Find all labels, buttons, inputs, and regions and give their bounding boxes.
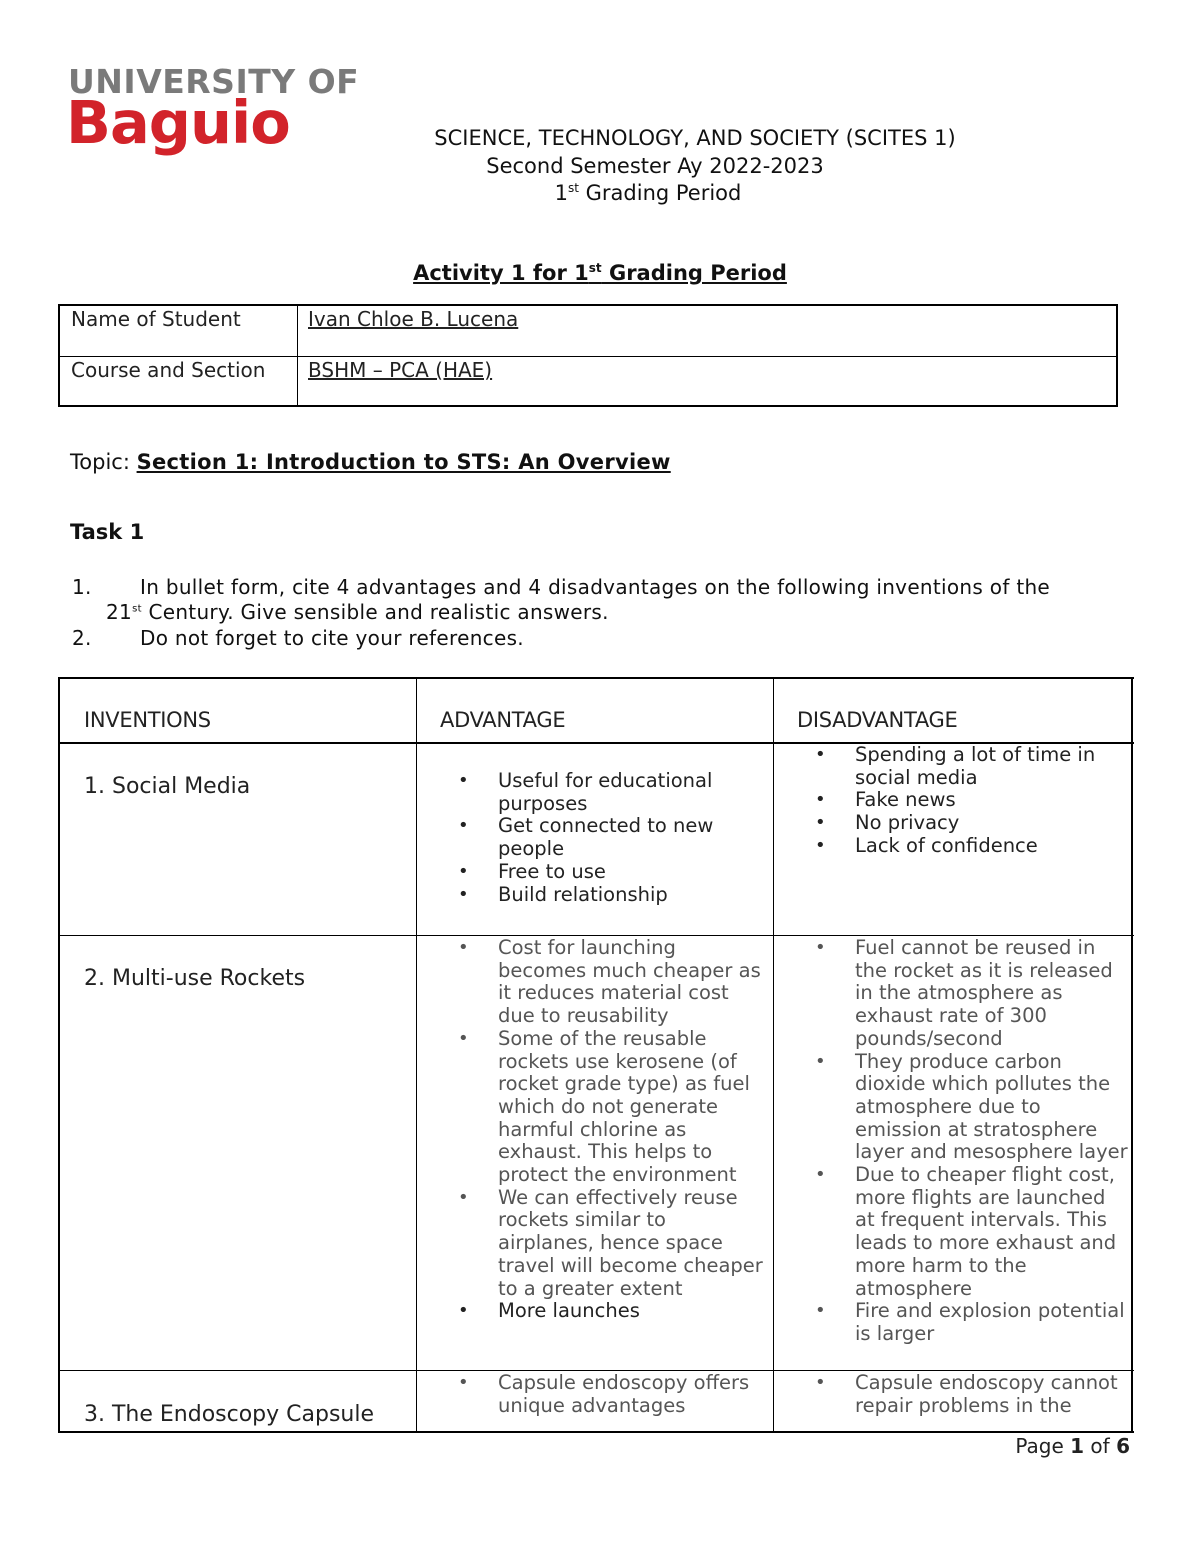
info-column-divider xyxy=(297,306,298,405)
task-heading: Task 1 xyxy=(70,520,145,544)
header-advantage: ADVANTAGE xyxy=(440,708,566,732)
list-item: • No privacy xyxy=(773,812,1103,835)
list-item: • Cost for launching becomes much cheaper as it reduces material cost due to reusability xyxy=(416,937,766,1028)
name-value: Ivan Chloe B. Lucena xyxy=(308,307,519,331)
list-item: • We can effectively reuse rockets similar to airplanes, hence space travel will become cheaper to a greater extent xyxy=(416,1187,766,1301)
list-item: • Free to use xyxy=(416,861,736,884)
advantages-social-media xyxy=(416,770,736,906)
page-number: Page 1 of 6 xyxy=(1015,1434,1130,1458)
logo-baguio: Baguio xyxy=(66,88,290,157)
list-item: • Lack of confidence xyxy=(773,835,1103,858)
inventions-table xyxy=(58,677,1134,1433)
instruction-1-number: 1. xyxy=(72,575,92,599)
advantages-endoscopy-capsule xyxy=(416,1372,766,1417)
topic-line xyxy=(70,450,671,474)
disadvantages-endoscopy-capsule xyxy=(773,1372,1128,1417)
list-item: • Some of the reusable rockets use kerosene (of rocket grade type) as fuel which do not generate harmful chlorine as exhaust. This helps to protect the environment xyxy=(416,1028,766,1187)
table-right-border xyxy=(1131,677,1133,1433)
grading-period-line: 1st Grading Period xyxy=(554,181,742,205)
list-item: • Fake news xyxy=(773,789,1103,812)
topic-text: Section 1: Introduction to STS: An Overview xyxy=(136,450,671,474)
disadvantages-social-media xyxy=(773,744,1103,858)
course-section-row xyxy=(60,357,1116,407)
list-item: • Capsule endoscopy offers unique advantages xyxy=(416,1372,766,1417)
list-item: • More launches xyxy=(416,1300,766,1323)
header-disadvantage: DISADVANTAGE xyxy=(797,708,958,732)
disadvantages-multi-use-rockets xyxy=(773,937,1128,1346)
student-name-row xyxy=(60,306,1116,357)
list-item: • Due to cheaper flight cost, more flights are launched at frequent intervals. This leads to more exhaust and more harm to the atmosphere xyxy=(773,1164,1128,1300)
table-top-border xyxy=(58,677,1134,679)
list-item: • Capsule endoscopy cannot repair problems in the xyxy=(773,1372,1128,1417)
student-info-table xyxy=(58,304,1118,407)
course-title: SCIENCE, TECHNOLOGY, AND SOCIETY (SCITES 1) xyxy=(434,126,956,150)
course-value: BSHM – PCA (HAE) xyxy=(308,358,493,382)
name-label: Name of Student xyxy=(71,307,241,331)
header-inventions: INVENTIONS xyxy=(84,708,211,732)
table-bottom-border xyxy=(58,1431,1134,1433)
topic-label: Topic: xyxy=(70,450,137,474)
instruction-1-line-2: 21st Century. Give sensible and realistic answers. xyxy=(106,600,609,624)
course-label: Course and Section xyxy=(71,358,266,382)
list-item: • Spending a lot of time in social media xyxy=(773,744,1103,789)
table-left-border xyxy=(58,677,60,1433)
invention-social-media: 1. Social Media xyxy=(84,774,251,799)
list-item: • Build relationship xyxy=(416,884,736,907)
instruction-2-number: 2. xyxy=(72,626,92,650)
invention-endoscopy-capsule: 3. The Endoscopy Capsule xyxy=(84,1402,375,1427)
list-item: • Fire and explosion potential is larger xyxy=(773,1300,1128,1345)
instruction-2-text: Do not forget to cite your references. xyxy=(140,626,524,650)
list-item: • Get connected to new people xyxy=(416,815,736,860)
list-item: • Useful for educational purposes xyxy=(416,770,736,815)
invention-multi-use-rockets: 2. Multi-use Rockets xyxy=(84,966,306,991)
activity-title: Activity 1 for 1st Grading Period xyxy=(413,261,787,285)
semester-line: Second Semester Ay 2022-2023 xyxy=(486,154,824,178)
list-item: • Fuel cannot be reused in the rocket as it is released in the atmosphere as exhaust rate of 300 pounds/second xyxy=(773,937,1128,1051)
logo-university-of: UNIVERSITY OF xyxy=(68,62,360,101)
advantages-multi-use-rockets xyxy=(416,937,766,1323)
list-item: • They produce carbon dioxide which pollutes the atmosphere due to emission at stratosphere layer and mesosphere layer xyxy=(773,1051,1128,1165)
instruction-1-line-1: In bullet form, cite 4 advantages and 4 disadvantages on the following inventions of the xyxy=(140,575,1051,599)
